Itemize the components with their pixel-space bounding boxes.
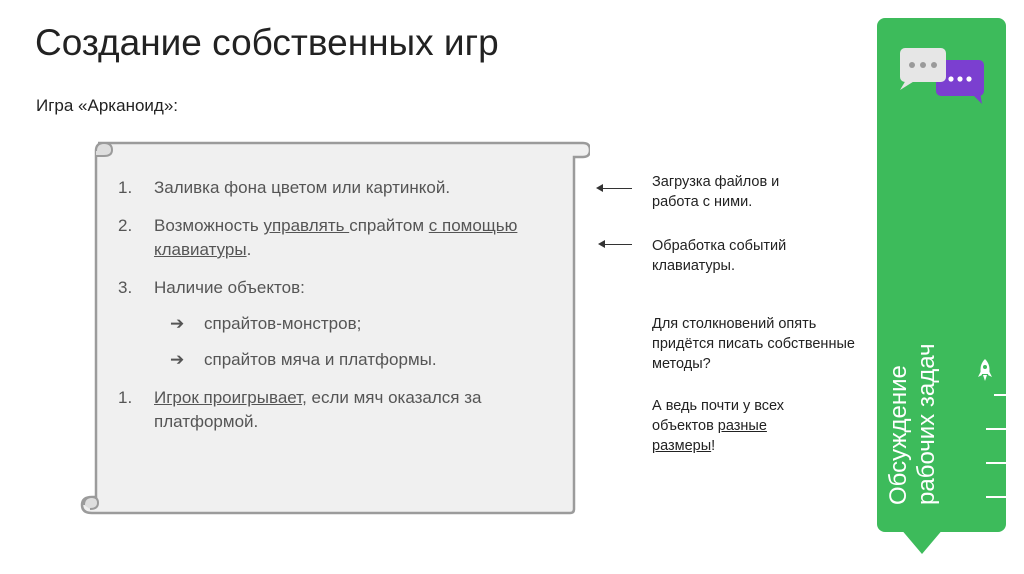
rocket-icon [977,358,993,382]
features-list [118,176,558,434]
arrow-left-icon [600,244,632,245]
link-keyboard[interactable]: с помощью клавиатуры [154,216,518,259]
note-sizes: А ведь почти у всех объектов разные размеры! [652,398,785,454]
sub-list-item: ➔ спрайтов мяча и платформы. [118,348,558,372]
sub-list-item: ➔ спрайтов-монстров; [118,312,558,336]
slide-subtitle: Игра «Арканоид»: [36,96,179,115]
arrow-left-icon [598,188,632,189]
note-keyboard: Обработка событий клавиатуры. [652,238,787,274]
note-collisions: Для столкновений опять придётся писать собственные методы? [652,316,855,372]
chat-bubbles-icon [896,44,988,106]
arrow-right-icon: ➔ [170,314,185,333]
arrow-right-icon: ➔ [170,350,185,369]
link-player-loses[interactable]: Игрок проигрывает [154,388,303,407]
panel-tail [900,528,944,554]
list-item: 3. Наличие объектов: [118,278,305,297]
list-item: 2. Возможность управлять спрайтом с помощью клавиатуры. [118,216,518,259]
list-item: 1. Заливка фона цветом или картинкой. [118,178,451,197]
discussion-panel-title: Обсуждение рабочих задач [885,343,940,505]
link-control[interactable]: управлять [263,216,350,235]
list-item: 1. Игрок проигрывает, если мяч оказался за платформой. [118,388,482,431]
link-sizes[interactable]: разные размеры [652,418,767,454]
slide-title: Создание собственных игр [35,22,499,63]
note-files: Загрузка файлов и работа с ними. [652,174,780,210]
